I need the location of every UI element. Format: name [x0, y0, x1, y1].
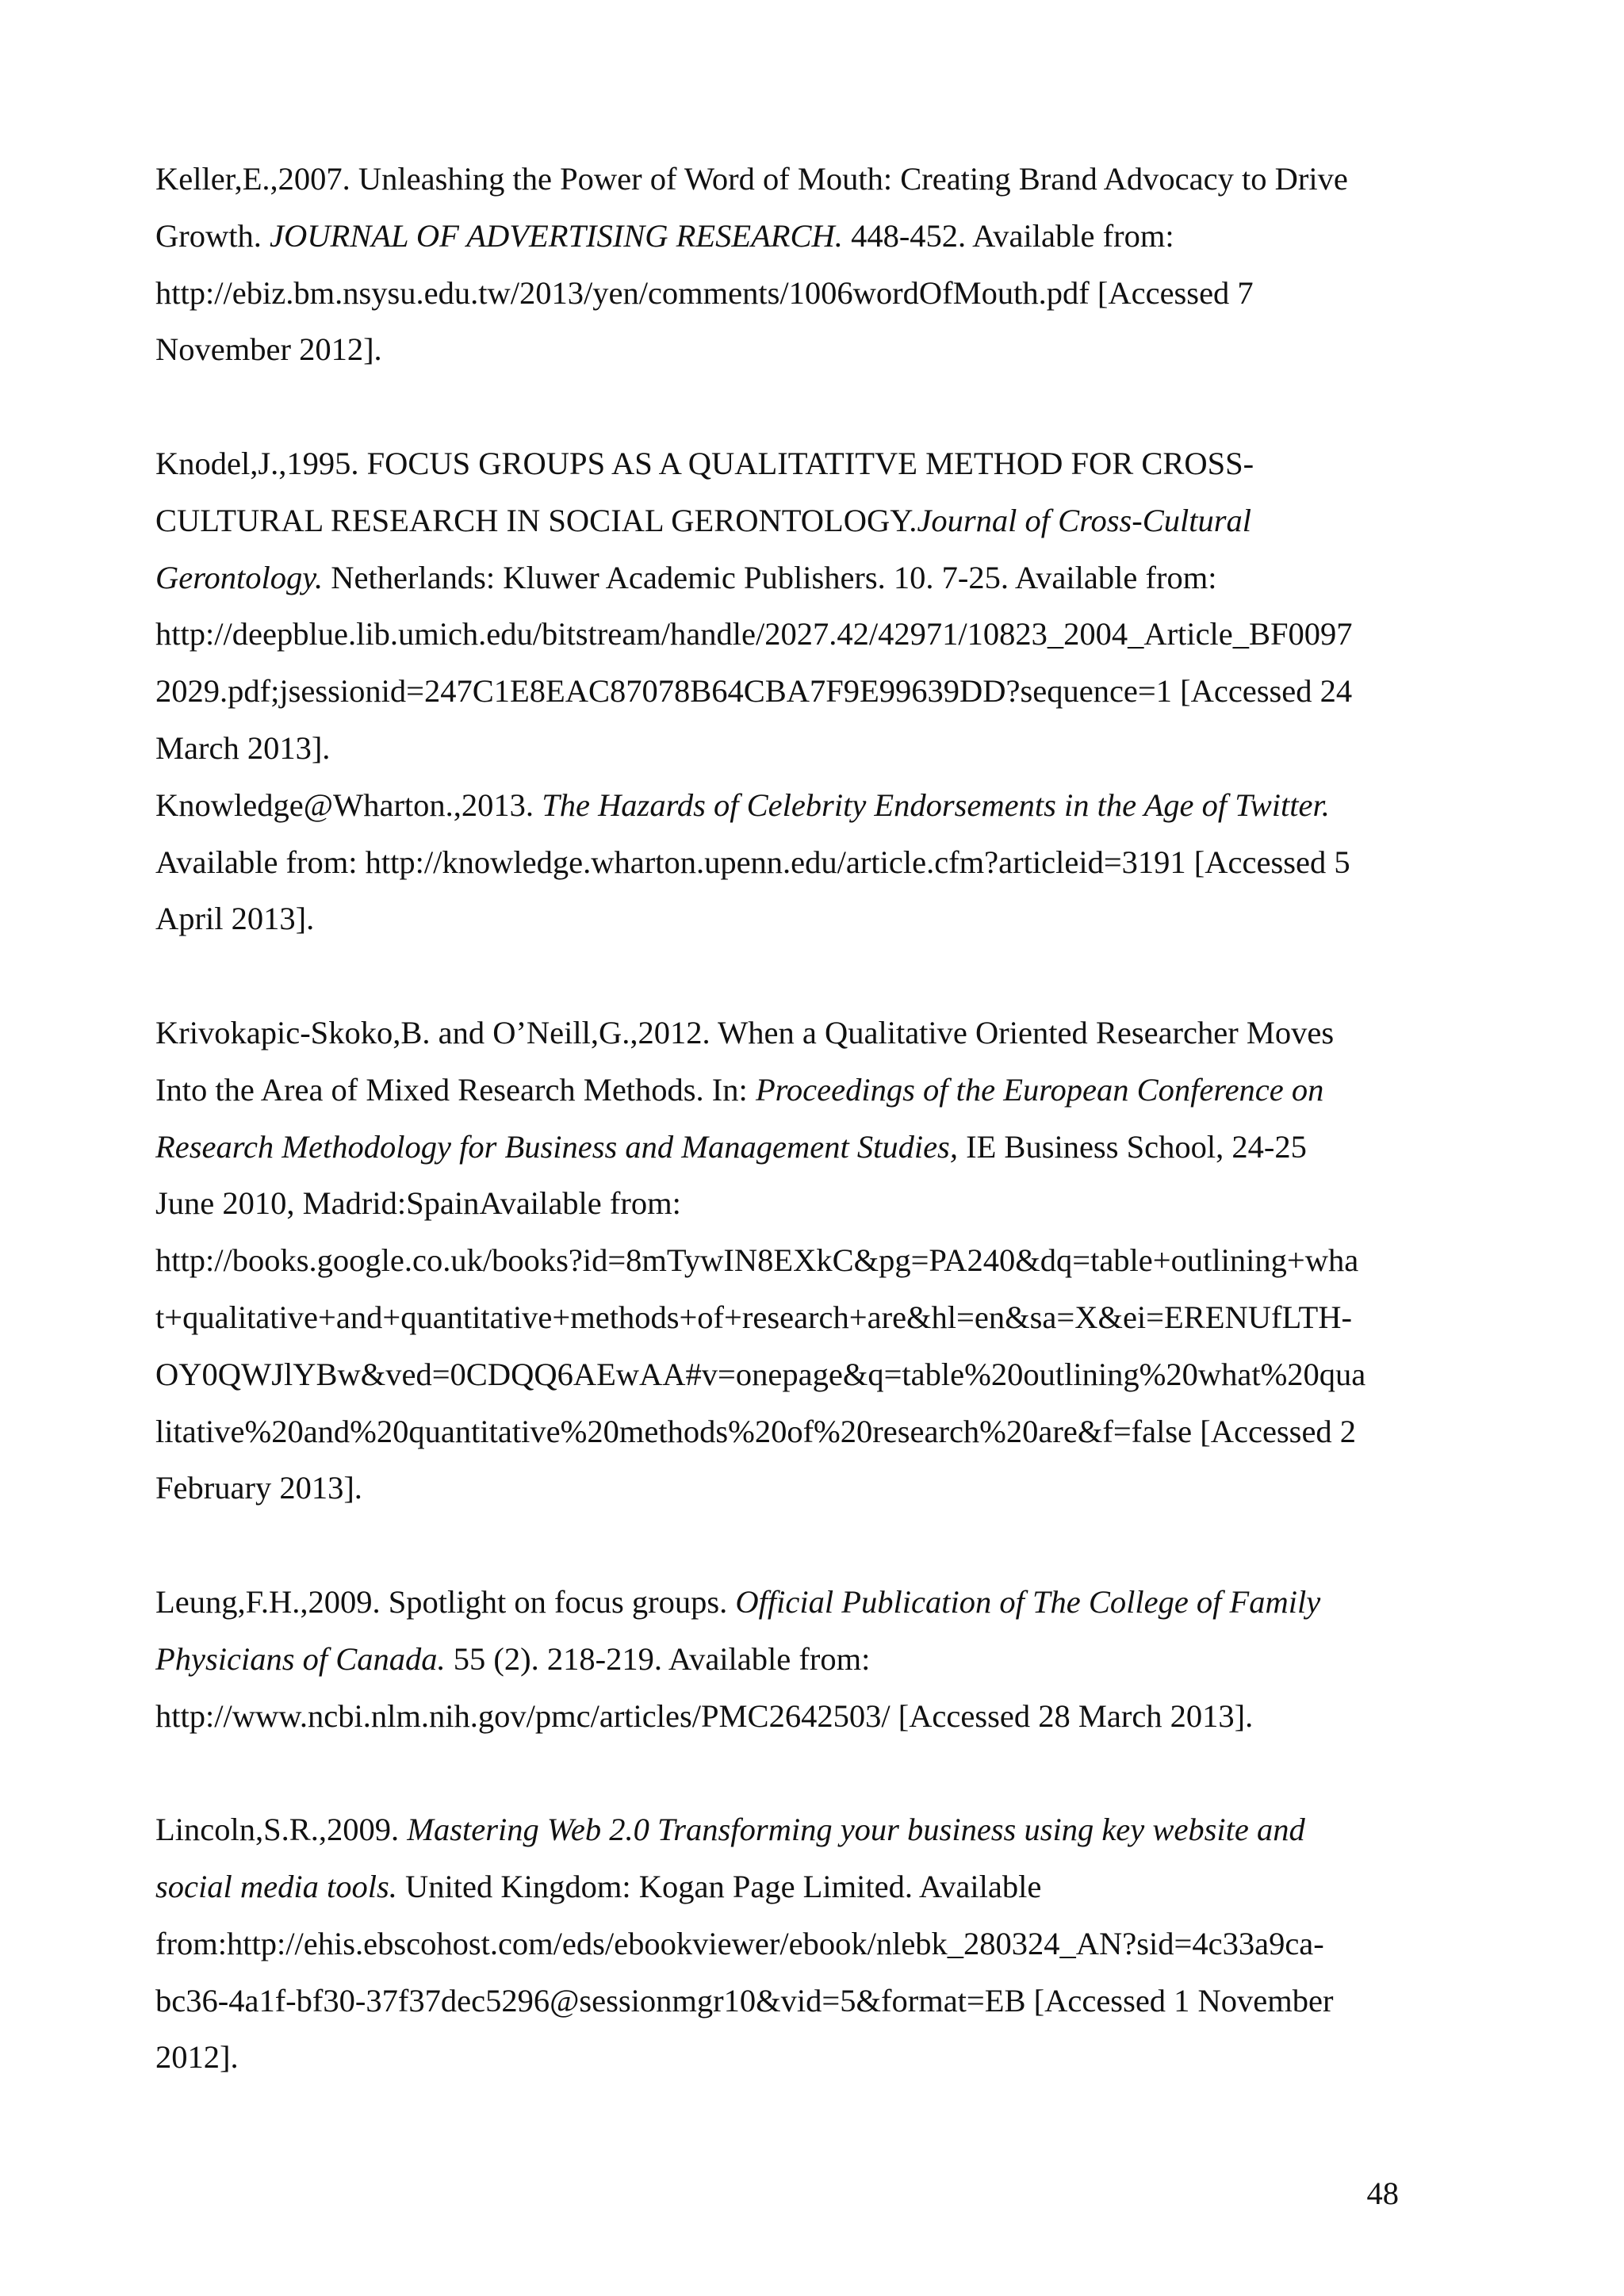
reference-line: [155, 1574, 1424, 1631]
reference-line: [155, 1119, 1424, 1176]
reference-line: [155, 549, 1424, 607]
reference-line: [155, 1631, 1424, 1688]
reference-entry: [155, 435, 1424, 777]
reference-text: Netherlands: Kluwer Academic Publishers. 10. 7-25. Available from:: [323, 559, 1217, 595]
reference-text: Lincoln,S.R.,2009.: [155, 1812, 408, 1848]
reference-line: [155, 777, 1424, 834]
reference-text: Leung,F.H.,2009. Spotlight on focus groups.: [155, 1583, 736, 1620]
reference-spacer: [155, 947, 1424, 1004]
reference-text: April 2013].: [155, 901, 315, 937]
reference-italic-text: The Hazards of Celebrity Endorsements in the Age of Twitter.: [542, 786, 1330, 823]
reference-line: [155, 1973, 1424, 2030]
reference-text: IE Business School, 24-25: [957, 1128, 1307, 1165]
reference-line: [155, 208, 1424, 265]
reference-italic-text: social media tools.: [155, 1868, 397, 1904]
reference-text: Krivokapic-Skoko,B. and O’Neill,G.,2012. When a Qualitative Oriented Researcher Moves: [155, 1014, 1335, 1050]
reference-line: [155, 663, 1424, 720]
reference-spacer: [155, 1744, 1424, 1801]
reference-text: litative%20and%20quantitative%20methods%20of%20research%20are&f=false [Accessed 2: [155, 1413, 1357, 1449]
reference-spacer: [155, 1517, 1424, 1574]
reference-spacer: [155, 378, 1424, 435]
reference-line: [155, 2029, 1424, 2086]
reference-italic-text: JOURNAL OF ADVERTISING RESEARCH.: [270, 217, 843, 254]
reference-text: http://deepblue.lib.umich.edu/bitstream/handle/2027.42/42971/10823_2004_Article_BF0097: [155, 616, 1353, 652]
reference-text: bc36-4a1f-bf30-37f37dec5296@sessionmgr10&vid=5&format=EB [Accessed 1 November: [155, 1982, 1334, 2019]
reference-text: Growth.: [155, 217, 270, 254]
reference-text: November 2012].: [155, 331, 382, 368]
reference-line: [155, 1232, 1424, 1289]
reference-italic-text: Research Methodology for Business and Management Studies,: [155, 1128, 958, 1165]
reference-line: [155, 1346, 1424, 1403]
reference-text: from:http://ehis.ebscohost.com/eds/ebookviewer/ebook/nlebk_280324_AN?sid=4c33a9ca-: [155, 1925, 1324, 1961]
reference-line: [155, 435, 1424, 492]
reference-entry: [155, 777, 1424, 947]
reference-text: Keller,E.,2007. Unleashing the Power of Word of Mouth: Creating Brand Advocacy to Drive: [155, 161, 1348, 197]
reference-italic-text: Mastering Web 2.0 Transforming your business using key website and: [407, 1812, 1305, 1848]
reference-text: http://books.google.co.uk/books?id=8mTywIN8EXkC&pg=PA240&dq=table+outlining+wha: [155, 1242, 1359, 1279]
reference-line: [155, 1175, 1424, 1232]
reference-italic-text: Proceedings of the European Conference on: [755, 1071, 1324, 1108]
reference-text: Into the Area of Mixed Research Methods. In:: [155, 1071, 756, 1108]
reference-line: [155, 1004, 1424, 1062]
reference-text: Knodel,J.,1995. FOCUS GROUPS AS A QUALITATITVE METHOD FOR CROSS-: [155, 445, 1254, 481]
reference-line: [155, 321, 1424, 378]
reference-line: [155, 1688, 1424, 1745]
reference-entry: [155, 1574, 1424, 1744]
reference-line: [155, 606, 1424, 663]
reference-text: 2012].: [155, 2039, 239, 2076]
reference-text: 2029.pdf;jsessionid=247C1E8EAC87078B64CBA7F9E99639DD?sequence=1 [Accessed 24: [155, 673, 1353, 710]
reference-line: [155, 834, 1424, 891]
reference-text: t+qualitative+and+quantitative+methods+of+research+are&hl=en&sa=X&ei=ERENUfLTH-: [155, 1299, 1352, 1335]
reference-italic-text: Physicians of Canada.: [155, 1640, 446, 1677]
reference-line: [155, 1858, 1424, 1915]
reference-text: OY0QWJlYBw&ved=0CDQQ6AEwAA#v=onepage&q=table%20outlining%20what%20qua: [155, 1356, 1366, 1392]
reference-line: [155, 492, 1424, 549]
reference-line: [155, 265, 1424, 322]
reference-text: 55 (2). 218-219. Available from:: [445, 1640, 871, 1677]
reference-line: [155, 151, 1424, 208]
reference-italic-text: Journal of Cross-Cultural: [917, 502, 1251, 538]
reference-text: 448-452. Available from:: [842, 217, 1174, 254]
reference-line: [155, 1915, 1424, 1973]
reference-text: Knowledge@Wharton.,2013.: [155, 786, 542, 823]
reference-text: CULTURAL RESEARCH IN SOCIAL GERONTOLOGY.: [155, 502, 917, 538]
reference-text: United Kingdom: Kogan Page Limited. Available: [396, 1868, 1042, 1904]
reference-entry: [155, 151, 1424, 378]
reference-italic-text: Gerontology.: [155, 559, 324, 595]
reference-line: [155, 1801, 1424, 1858]
reference-entry: [155, 1004, 1424, 1517]
reference-text: http://www.ncbi.nlm.nih.gov/pmc/articles/PMC2642503/ [Accessed 28 March 2013].: [155, 1697, 1254, 1734]
page-number: 48: [1366, 2175, 1399, 2211]
reference-text: March 2013].: [155, 729, 331, 766]
reference-text: February 2013].: [155, 1470, 362, 1506]
reference-text: http://ebiz.bm.nsysu.edu.tw/2013/yen/comments/1006wordOfMouth.pdf [Accessed 7: [155, 274, 1254, 311]
reference-italic-text: Official Publication of The College of Family: [735, 1583, 1321, 1620]
reference-line: [155, 1062, 1424, 1119]
reference-line: [155, 1289, 1424, 1346]
reference-line: [155, 1460, 1424, 1517]
reference-entry: [155, 1801, 1424, 2086]
reference-line: [155, 1403, 1424, 1460]
reference-text: Available from: http://knowledge.wharton.upenn.edu/article.cfm?articleid=3191 [Accessed 5: [155, 844, 1350, 880]
reference-list: [155, 151, 1424, 2086]
reference-line: [155, 890, 1424, 947]
reference-line: [155, 720, 1424, 777]
reference-text: June 2010, Madrid:SpainAvailable from:: [155, 1185, 681, 1222]
